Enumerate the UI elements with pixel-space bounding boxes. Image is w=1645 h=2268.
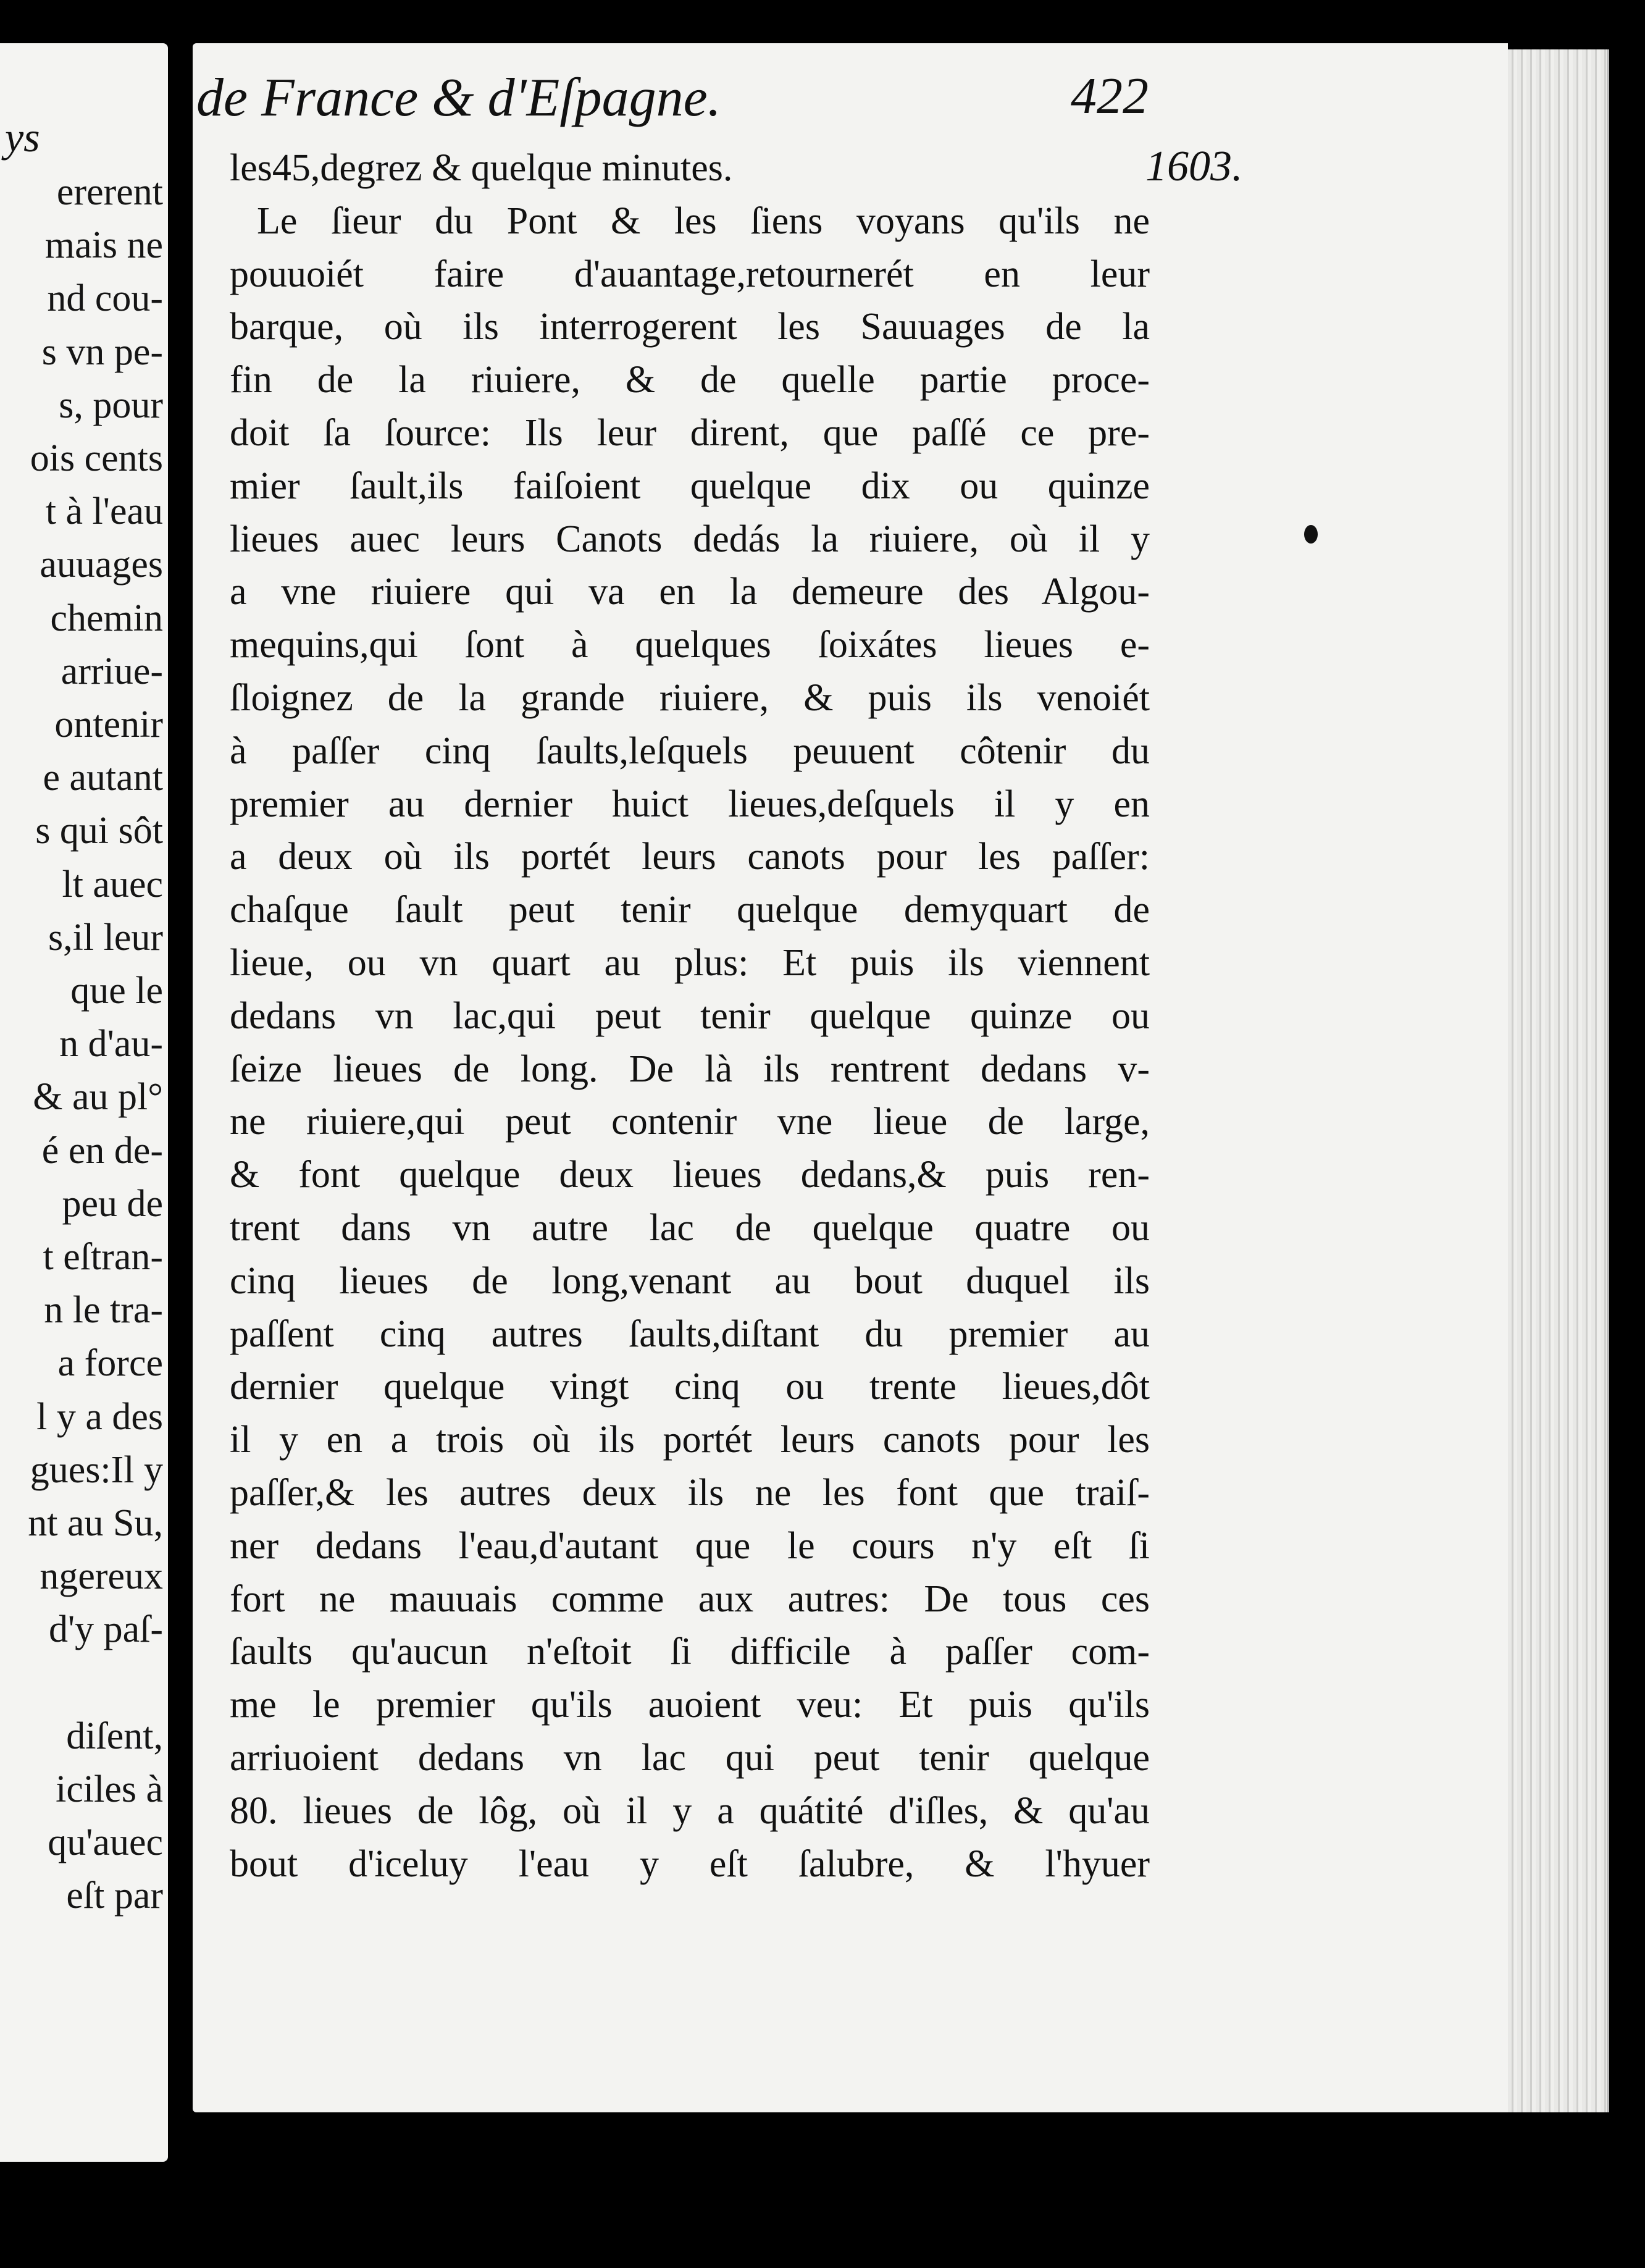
text-line: ſloignez de la grande riuiere, & puis ils venoiét: [230, 676, 1150, 719]
left-page-line-fragment: lt auec: [62, 863, 163, 905]
text-line: bout d'iceluy l'eau y eſt ſalubre, & l'hyuer: [230, 1842, 1150, 1885]
left-page-line-fragment: arriue-: [61, 650, 163, 692]
left-page-line-fragment: qu'auec: [48, 1821, 163, 1864]
text-line: ne riuiere,qui peut contenir vne lieue de large,: [230, 1101, 1150, 1143]
left-page-line-fragment: iciles à: [56, 1768, 163, 1810]
left-page: [0, 43, 168, 2162]
text-line: fort ne mauuais comme aux autres: De tous ces: [230, 1577, 1150, 1620]
text-line: a deux où ils portét leurs canots pour les paſſer:: [230, 836, 1150, 878]
left-page-line-fragment: ois cents: [30, 437, 163, 479]
left-page-line-fragment: l y a des: [36, 1395, 163, 1438]
text-line: barque, où ils interrogerent les Sauuages de la: [230, 306, 1150, 348]
text-line: pouuoiét faire d'auantage,retournerét en leur: [230, 253, 1150, 295]
left-page-line-fragment: ngereux: [40, 1555, 163, 1598]
left-page-line-fragment: t eſtran-: [43, 1236, 163, 1278]
page-number: 422: [1071, 67, 1149, 125]
left-page-line-fragment: a force: [57, 1342, 163, 1385]
text-line: 80. lieues de lôg, où il y a quátité d'iſles, & qu'au: [230, 1789, 1150, 1832]
text-line: Le ſieur du Pont & les ſiens voyans qu'ils ne: [257, 200, 1150, 242]
left-page-line-fragment: & au pl°: [33, 1076, 163, 1119]
page-edges: [1508, 49, 1609, 2112]
left-page-line-fragment: s, pour: [59, 384, 163, 426]
running-head: [196, 67, 1149, 135]
left-page-line-fragment: s qui sôt: [35, 810, 163, 852]
text-line: il y en a trois où ils portét leurs canots pour les: [230, 1419, 1150, 1461]
text-line: lieue, ou vn quart au plus: Et puis ils viennent: [230, 941, 1150, 984]
left-page-line-fragment: chemin: [50, 597, 163, 639]
main-page: [193, 43, 1508, 2112]
text-line: mier ſault,ils faiſoient quelque dix ou quinze: [230, 464, 1150, 507]
left-page-line-fragment: s,il leur: [48, 916, 163, 959]
text-line: les45,degrez & quelque minutes.: [230, 147, 733, 189]
text-line: dernier quelque vingt cinq ou trente lieues,dôt: [230, 1366, 1150, 1408]
left-page-line-fragment: auuages: [40, 544, 163, 586]
left-page-line-fragment: gues:Il y: [30, 1448, 163, 1491]
left-page-line-fragment: n d'au-: [59, 1023, 163, 1065]
left-page-line-fragment: mais ne: [44, 224, 163, 267]
text-line: paſſent cinq autres ſaults,diſtant du premier au: [230, 1312, 1150, 1355]
text-line: me le premier qu'ils auoient veu: Et puis qu'ils: [230, 1684, 1150, 1726]
text-line: fin de la riuiere, & de quelle partie proce-: [230, 359, 1150, 401]
left-page-line-fragment: nd cou-: [47, 277, 163, 320]
left-page-line-fragment: ererent: [56, 171, 163, 213]
main-text-block: [230, 142, 1150, 1891]
text-line: ner dedans l'eau,d'autant que le cours n'y eſt ſi: [230, 1524, 1150, 1567]
margin-year: 1603.: [1145, 143, 1243, 190]
left-page-line-fragment: é en de-: [41, 1129, 163, 1172]
text-line: lieues auec leurs Canots dedás la riuiere, où il y: [230, 518, 1150, 560]
left-page-header-fragment: ys: [5, 114, 40, 161]
running-title: de France & d'Eſpagne.: [196, 68, 721, 128]
ink-spot: [1304, 525, 1318, 544]
left-page-line-fragment: d'y paſ-: [48, 1608, 163, 1651]
text-line: premier au dernier huict lieues,deſquels il y en: [230, 783, 1150, 825]
text-line: à paſſer cinq ſaults,leſquels peuuent côtenir du: [230, 729, 1150, 772]
text-line: ſaults qu'aucun n'eſtoit ſi difficile à paſſer com-: [230, 1631, 1150, 1673]
text-line: ſeize lieues de long. De là ils rentrent dedans v-: [230, 1048, 1150, 1090]
left-page-line-fragment: diſent,: [66, 1715, 163, 1757]
left-page-line-fragment: s vn pe-: [41, 330, 163, 373]
left-page-line-fragment: n le tra-: [44, 1289, 163, 1332]
text-line: doit ſa ſource: Ils leur dirent, que paſſé ce pre-: [230, 411, 1150, 454]
book-gutter: [168, 0, 193, 2268]
left-page-line-fragment: eſt par: [66, 1875, 163, 1917]
left-page-line-fragment: t à l'eau: [45, 490, 163, 533]
left-page-line-fragment: que le: [70, 970, 163, 1012]
text-line: a vne riuiere qui va en la demeure des Algou-: [230, 571, 1150, 613]
text-line: cinq lieues de long,venant au bout duquel ils: [230, 1259, 1150, 1302]
text-line: mequins,qui ſont à quelques ſoixátes lieues e-: [230, 624, 1150, 666]
left-page-line-fragment: peu de: [62, 1182, 163, 1225]
left-page-line-fragment: nt au Su,: [28, 1502, 163, 1544]
text-line: chaſque ſault peut tenir quelque demyquart de: [230, 889, 1150, 931]
left-page-line-fragment: ontenir: [54, 704, 163, 746]
text-line: paſſer,& les autres deux ils ne les font que traiſ-: [230, 1471, 1150, 1514]
left-page-line-fragment: e autant: [43, 757, 163, 799]
text-line: & font quelque deux lieues dedans,& puis ren-: [230, 1154, 1150, 1196]
text-line: arriuoient dedans vn lac qui peut tenir quelque: [230, 1736, 1150, 1779]
text-line: dedans vn lac,qui peut tenir quelque quinze ou: [230, 994, 1150, 1037]
text-line: trent dans vn autre lac de quelque quatre ou: [230, 1206, 1150, 1249]
